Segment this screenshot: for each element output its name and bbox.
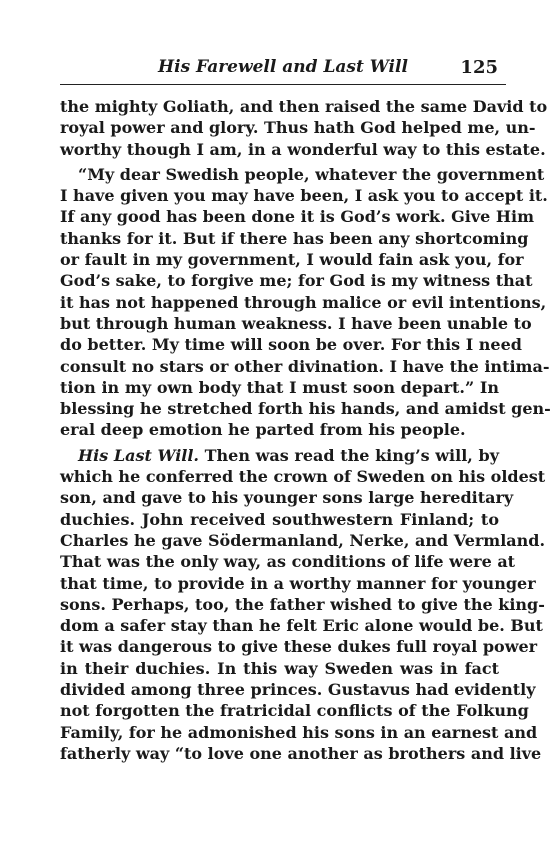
running-title: His Farewell and Last Will (158, 57, 408, 77)
text-line: Charles he gave Södermanland, Nerke, and Vermland. (60, 530, 546, 550)
text-line: sons. Perhaps, too, the father wished to give the king- (60, 594, 545, 614)
text-line: do better. My time will soon be over. For this I need (60, 335, 522, 355)
text-line: not forgotten the fratricidal conflicts of the Folkung (60, 701, 529, 721)
text-line: son, and gave to his younger sons large hereditary (60, 488, 514, 508)
paragraph-continuation (60, 96, 548, 160)
text-line: That was the only way, as conditions of life were at (60, 552, 516, 572)
page-number: 125 (460, 57, 498, 78)
text-line: royal power and glory. Thus hath God helped me, un- (60, 118, 536, 138)
text-fragment: Then was read the king’s will, by (199, 445, 499, 465)
paragraph-last-will (60, 445, 546, 764)
text-line: which he conferred the crown of Sweden on his oldest (60, 467, 546, 487)
text-line: it was dangerous to give these dukes full royal power (60, 637, 538, 657)
text-line: eral deep emotion he parted from his people. (60, 420, 466, 440)
text-line: I have given you may have been, I ask you to accept it. (60, 186, 548, 206)
text-line: that time, to provide in a worthy manner for younger (60, 573, 536, 593)
text-line: worthy though I am, in a wonderful way to this estate. (60, 139, 546, 159)
text-line: blessing he stretched forth his hands, and amidst gen- (60, 399, 551, 419)
text-line: If any good has been done it is God’s work. Give Him (60, 207, 535, 227)
text-line (60, 445, 499, 466)
text-line: Family, for he admonished his sons in an earnest and (60, 722, 538, 742)
text-line: consult no stars or other divination. I have the intima- (60, 356, 550, 376)
text-line: dom a safer stay than he felt Eric alone would be. But (60, 616, 543, 636)
text-line: duchies. John received southwestern Finland; to (60, 509, 499, 529)
text-line: but through human weakness. I have been unable to (60, 313, 532, 333)
text-line: divided among three princes. Gustavus had evidently (60, 680, 536, 700)
section-lead: His Last Will. (78, 445, 199, 465)
running-header (60, 52, 506, 85)
text-line: the mighty Goliath, and then raised the same David to (60, 97, 548, 116)
body-text (60, 96, 551, 764)
text-line: fatherly way “to love one another as brothers and live (60, 743, 542, 763)
text-line: thanks for it. But if there has been any shortcoming (60, 228, 529, 248)
text-line: “My dear Swedish people, whatever the government (78, 164, 545, 184)
paragraph-farewell-speech (60, 164, 551, 441)
text-line: God’s sake, to forgive me; for God is my witness that (60, 271, 533, 291)
text-line: or fault in my government, I would fain ask you, for (60, 250, 524, 270)
text-line: in their duchies. In this way Sweden was in fact (60, 658, 499, 678)
text-line: it has not happened through malice or evil intentions, (60, 292, 547, 312)
text-line: tion in my own body that I must soon depart.” In (60, 377, 499, 397)
